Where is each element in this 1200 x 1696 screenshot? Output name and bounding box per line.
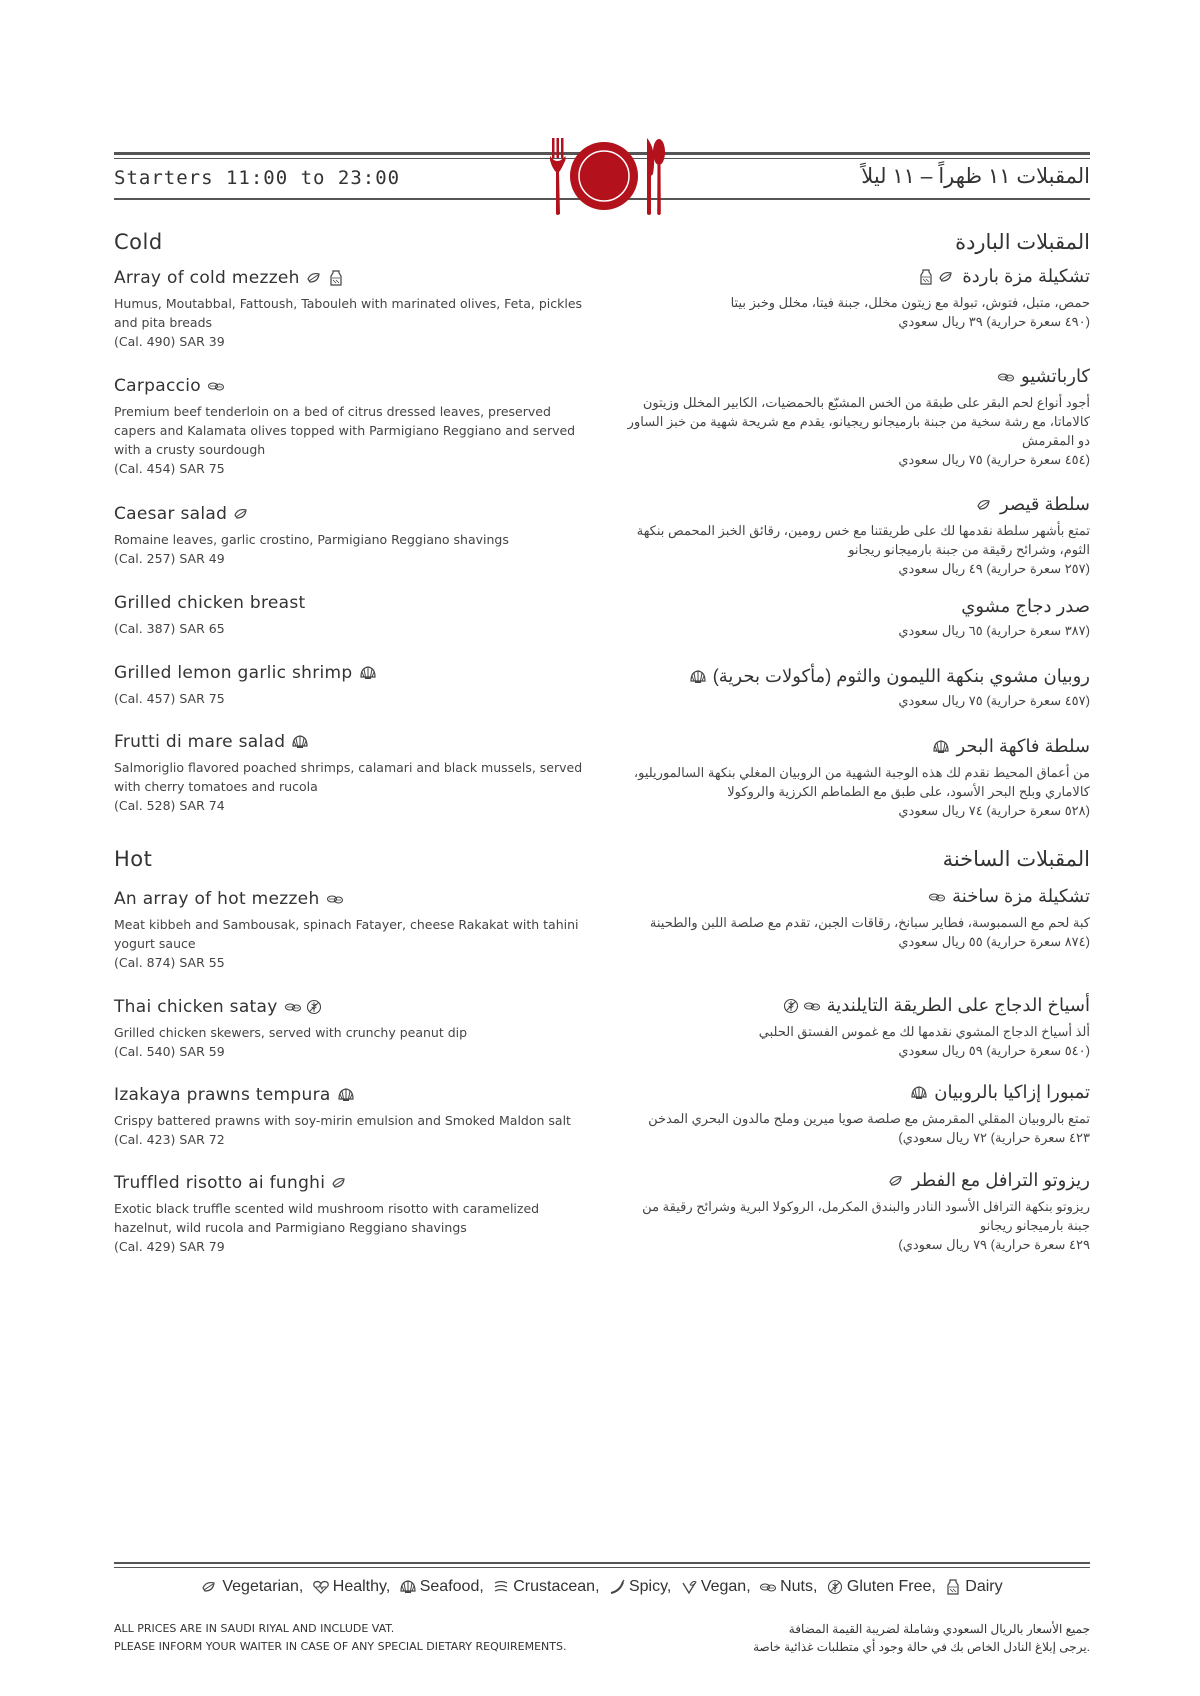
item-name: سلطة فاكهة البحر — [956, 736, 1090, 756]
gluten-free-icon — [826, 1579, 844, 1595]
section-title-cold: Cold — [114, 230, 163, 254]
item-description: Meat kibbeh and Sambousak, spinach Fatayer, cheese Rakakat with tahini yogurt sauce — [114, 917, 579, 951]
item-price: (Cal. 874) SAR 55 — [114, 955, 225, 970]
legend-item: Seafood, — [399, 1578, 484, 1596]
item-description: تمتع بالروبيان المقلي المقرمش مع صلصة صويا ميرين وملح مالدون البحري المدخن — [648, 1111, 1090, 1126]
menu-item — [620, 266, 1090, 331]
item-price: ٤٢٣ سعرة حرارية) ٧٢ ريال سعودي) — [898, 1130, 1090, 1145]
seafood-icon — [399, 1579, 417, 1595]
vegetarian-icon — [976, 497, 994, 513]
nuts-icon — [997, 369, 1015, 385]
vegetarian-icon — [888, 1173, 906, 1189]
seafood-icon — [359, 665, 377, 681]
item-name: صدر دجاج مشوي — [961, 596, 1090, 616]
vegetarian-icon — [331, 1175, 349, 1191]
footer-rule — [114, 1567, 1090, 1568]
item-name: روبيان مشوي بنكهة الليمون والثوم (مأكولات بحرية) — [712, 666, 1090, 686]
menu-item — [114, 663, 584, 708]
nuts-icon — [326, 891, 344, 907]
item-description: من أعماق المحيط نقدم لك هذه الوجبة الشهية من الروبيان المغلي بنكهة السالموريليو، كالاماري وبلح البحر الأسود، على طبق مع الطماطم الكرزية والروكولا — [633, 765, 1090, 799]
item-price: (Cal. 528) SAR 74 — [114, 798, 225, 813]
healthy-icon — [312, 1579, 330, 1595]
crustacean-icon — [492, 1579, 510, 1595]
legend-item: Healthy, — [312, 1578, 391, 1596]
item-name: أسياخ الدجاج على الطريقة التايلندية — [826, 995, 1090, 1015]
vegetarian-icon — [938, 269, 956, 285]
item-name: Izakaya prawns tempura — [114, 1085, 331, 1105]
menu-item — [114, 593, 584, 638]
menu-item — [114, 732, 584, 815]
item-description: تمتع بأشهر سلطة نقدمها لك على طريقتنا مع خس رومين، رقائق الخبز المحمص بنكهة الثوم، وشرائح رقيقة من جبنة بارميجانو ريجانو — [636, 523, 1090, 557]
menu-item — [114, 268, 584, 351]
item-price: ٤٢٩ سعرة حرارية) ٧٩ ريال سعودي) — [898, 1237, 1090, 1252]
item-price: (٤٥٧ سعرة حرارية) ٧٥ ريال سعودي — [898, 693, 1090, 708]
nuts-icon — [759, 1579, 777, 1595]
nuts-icon — [207, 378, 225, 394]
item-price: (٥٤٠ سعرة حرارية) ٥٩ ريال سعودي — [898, 1043, 1090, 1058]
seafood-icon — [337, 1087, 355, 1103]
menu-header — [114, 150, 1090, 218]
legend-item: Crustacean, — [492, 1578, 599, 1596]
legend-item: Nuts, — [759, 1578, 817, 1596]
menu-item — [620, 666, 1090, 710]
menu-item — [620, 886, 1090, 951]
menu-item — [620, 736, 1090, 820]
item-price: (٤٩٠ سعرة حرارية) ٣٩ ريال سعودي — [898, 314, 1090, 329]
vegetarian-icon — [201, 1579, 219, 1595]
item-name: Caesar salad — [114, 504, 228, 524]
item-description: ريزوتو بنكهة الترافل الأسود النادر والبندق المكرمل، الروكولا البرية وشرائح رقيقة من جبنة بارميجانو ريجانو — [642, 1199, 1090, 1233]
seafood-icon — [910, 1085, 928, 1101]
item-name: Grilled lemon garlic shrimp — [114, 663, 353, 683]
header-title-en: Starters 11:00 to 23:00 — [114, 167, 401, 189]
menu-item — [620, 1170, 1090, 1254]
item-price: (Cal. 387) SAR 65 — [114, 621, 225, 636]
menu-item — [114, 889, 584, 972]
dairy-icon — [917, 269, 935, 285]
item-price: (Cal. 257) SAR 49 — [114, 551, 225, 566]
dairy-icon — [944, 1579, 962, 1595]
item-name: An array of hot mezzeh — [114, 889, 320, 909]
dairy-icon — [327, 270, 345, 286]
section-title-hot-ar: المقبلات الساخنة — [942, 848, 1090, 871]
header-title-ar: المقبلات ١١ ظهراً – ١١ ليلاً — [861, 165, 1090, 188]
item-description: أجود أنواع لحم البقر على طبقة من الخس المشبّع بالحمضيات، الكابير المخلل وزيتون كالاماتا، مع رشة سخية من جبنة بارميجانو ريجيانو، يقدم مع شريحة شهية من خبز الساور دو المقرمش — [627, 395, 1090, 448]
item-description: Grilled chicken skewers, served with crunchy peanut dip — [114, 1025, 468, 1040]
item-description: Premium beef tenderloin on a bed of citrus dressed leaves, preserved capers and Kalamata olives topped with Parmigiano Reggiano and served with a crusty sourdough — [114, 404, 576, 457]
item-price: (٣٨٧ سعرة حرارية) ٦٥ ريال سعودي — [898, 623, 1090, 638]
item-description: حمص، متبل، فتوش، تبولة مع زيتون مخلل، جبنة فيتا، مخلل وخبز بيتا — [730, 295, 1090, 310]
item-description: Exotic black truffle scented wild mushroom risotto with caramelized hazelnut, wild rucola and Parmigiano Reggiano shavings — [114, 1201, 540, 1235]
vegan-icon — [680, 1579, 698, 1595]
item-price: (Cal. 490) SAR 39 — [114, 334, 225, 349]
item-price: (Cal. 429) SAR 79 — [114, 1239, 225, 1254]
item-name: Thai chicken satay — [114, 997, 278, 1017]
item-price: (٤٥٤ سعرة حرارية) ٧٥ ريال سعودي — [898, 452, 1090, 467]
item-description: Romaine leaves, garlic crostino, Parmigiano Reggiano shavings — [114, 532, 509, 547]
nuts-icon — [803, 998, 821, 1014]
item-name: سلطة قيصر — [999, 494, 1090, 514]
item-description: Crispy battered prawns with soy-mirin emulsion and Smoked Maldon salt — [114, 1113, 571, 1128]
item-price: (Cal. 540) SAR 59 — [114, 1044, 225, 1059]
menu-item — [114, 504, 584, 568]
nuts-icon — [928, 889, 946, 905]
menu-item — [620, 1082, 1090, 1147]
item-description: ألذ أسياخ الدجاج المشوي نقدمها لك مع غموس الفستق الحلبي — [758, 1024, 1090, 1039]
item-description: كبة لحم مع السمبوسة، فطاير سبانخ، رقاقات الجبن، تقدم مع صلصة اللبن والطحينة — [649, 915, 1090, 930]
menu-item — [620, 596, 1090, 640]
item-name: Array of cold mezzeh — [114, 268, 300, 288]
menu-item — [620, 366, 1090, 469]
vegetarian-icon — [306, 270, 324, 286]
item-name: ريزوتو الترافل مع الفطر — [911, 1170, 1090, 1190]
menu-item — [114, 997, 584, 1061]
item-description: Humus, Moutabbal, Fattoush, Tabouleh with marinated olives, Feta, pickles and pita breads — [114, 296, 583, 330]
item-price: (Cal. 423) SAR 72 — [114, 1132, 225, 1147]
nuts-icon — [284, 999, 302, 1015]
seafood-icon — [932, 739, 950, 755]
plate-cutlery-logo — [539, 136, 669, 216]
footer-note-ar: جميع الأسعار بالريال السعودي وشاملة لضريبة القيمة المضافة .يرجى إبلاغ النادل الخاص بك في حالة وجود أي متطلبات غذائية خاصة — [753, 1622, 1090, 1654]
item-price: (Cal. 454) SAR 75 — [114, 461, 225, 476]
menu-item — [620, 494, 1090, 578]
legend-item: Vegan, — [680, 1578, 751, 1596]
gluten-free-icon — [782, 998, 800, 1014]
menu-item — [620, 995, 1090, 1060]
spicy-icon — [608, 1579, 626, 1595]
item-name: Frutti di mare salad — [114, 732, 286, 752]
legend-item: Spicy, — [608, 1578, 671, 1596]
legend-item: Vegetarian, — [201, 1578, 303, 1596]
menu-item — [114, 1085, 584, 1149]
item-price: (Cal. 457) SAR 75 — [114, 691, 225, 706]
footer-rule — [114, 1562, 1090, 1564]
item-description: Salmoriglio flavored poached shrimps, calamari and black mussels, served with cherry tomatoes and rucola — [114, 760, 583, 794]
gluten-free-icon — [305, 999, 323, 1015]
section-title-hot: Hot — [114, 847, 153, 871]
item-name: تشكيلة مزة باردة — [962, 266, 1090, 286]
footer-note-en: ALL PRICES ARE IN SAUDI RIYAL AND INCLUDE VAT. PLEASE INFORM YOUR WAITER IN CASE OF ANY SPECIAL DIETARY REQUIREMENTS. — [114, 1622, 567, 1653]
menu-item — [114, 376, 584, 478]
item-name: Carpaccio — [114, 376, 202, 396]
section-title-cold-ar: المقبلات الباردة — [955, 231, 1090, 254]
seafood-icon — [291, 734, 309, 750]
item-name: كارباتشيو — [1020, 366, 1090, 386]
dietary-legend — [114, 1578, 1090, 1600]
item-price: (٨٧٤ سعرة حرارية) ٥٥ ريال سعودي — [898, 934, 1090, 949]
item-name: تمبورا إزاكيا بالروبيان — [934, 1082, 1090, 1102]
menu-item — [114, 1173, 584, 1256]
item-price: (٢٥٧ سعرة حرارية) ٤٩ ريال سعودي — [898, 561, 1090, 576]
item-price: (٥٢٨ سعرة حرارية) ٧٤ ريال سعودي — [898, 803, 1090, 818]
vegetarian-icon — [233, 506, 251, 522]
item-name: Truffled risotto ai funghi — [114, 1173, 326, 1193]
legend-item: Gluten Free, — [826, 1578, 936, 1596]
item-name: تشكيلة مزة ساخنة — [952, 886, 1090, 906]
item-name: Grilled chicken breast — [114, 593, 306, 613]
legend-item: Dairy — [944, 1578, 1002, 1596]
seafood-icon — [689, 669, 707, 685]
